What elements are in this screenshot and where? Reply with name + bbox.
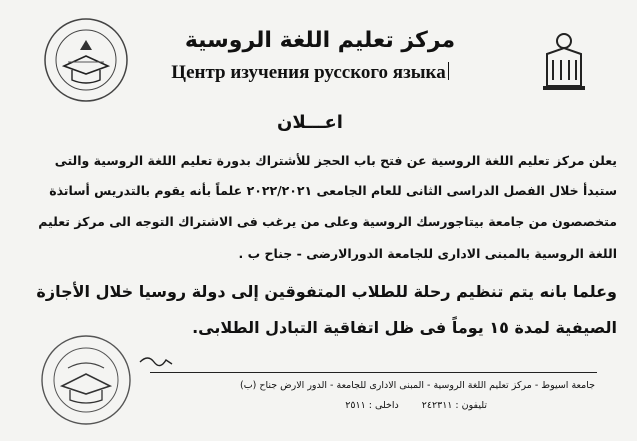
announcement-line-1: يعلن مركز تعليم اللغة الروسية عن فتح باب الحجز للأشتراك بدورة تعليم اللغة الروسية والتى <box>54 153 617 168</box>
center-title-russian: Центр изучения русского языка <box>150 62 470 84</box>
center-emblem-logo <box>539 30 589 92</box>
university-seal-logo <box>42 16 130 104</box>
stamp-seal-logo <box>38 332 134 428</box>
announcement-heading: اعـــلان <box>277 112 343 133</box>
footer-address: جامعة اسيوط - مركز تعليم اللغة الروسية - المبنى الادارى للجامعة - الدور الارض جناح (ب) <box>240 380 595 391</box>
text-cursor <box>448 62 449 80</box>
footer-divider <box>150 372 597 373</box>
announcement-line-2: ستبدأ خلال الفصل الدراسى الثانى للعام الجامعى ٢٠٢٢/٢٠٢١ علماً بأنه يقوم بالتدريس أساتذة <box>49 183 617 198</box>
signature-mark <box>136 350 176 370</box>
announcement-line-4: اللغة الروسية بالمبنى الادارى للجامعة الدورالارضى - جناح ب . <box>238 246 617 261</box>
announcement-line-6: الصيفية لمدة ١٥ يوماً فى ظل اتفاقية التبادل الطلابى. <box>192 318 617 337</box>
center-title-arabic: مركز تعليم اللغة الروسية <box>184 28 456 53</box>
footer-extension: داخلى : ٢٥١١ <box>345 400 399 411</box>
footer-phone: تليفون : ٢٤٢٣١١ <box>421 400 487 411</box>
announcement-line-3: متخصصون من جامعة بيتاجورسك الروسية وعلى من يرغب فى الاشتراك التوجه الى مركز تعليم <box>38 214 617 229</box>
footer-contact <box>325 400 487 411</box>
announcement-line-5: وعلما بانه يتم تنظيم رحلة للطلاب المتفوقين إلى دولة روسيا خلال الأجازة <box>36 282 617 301</box>
